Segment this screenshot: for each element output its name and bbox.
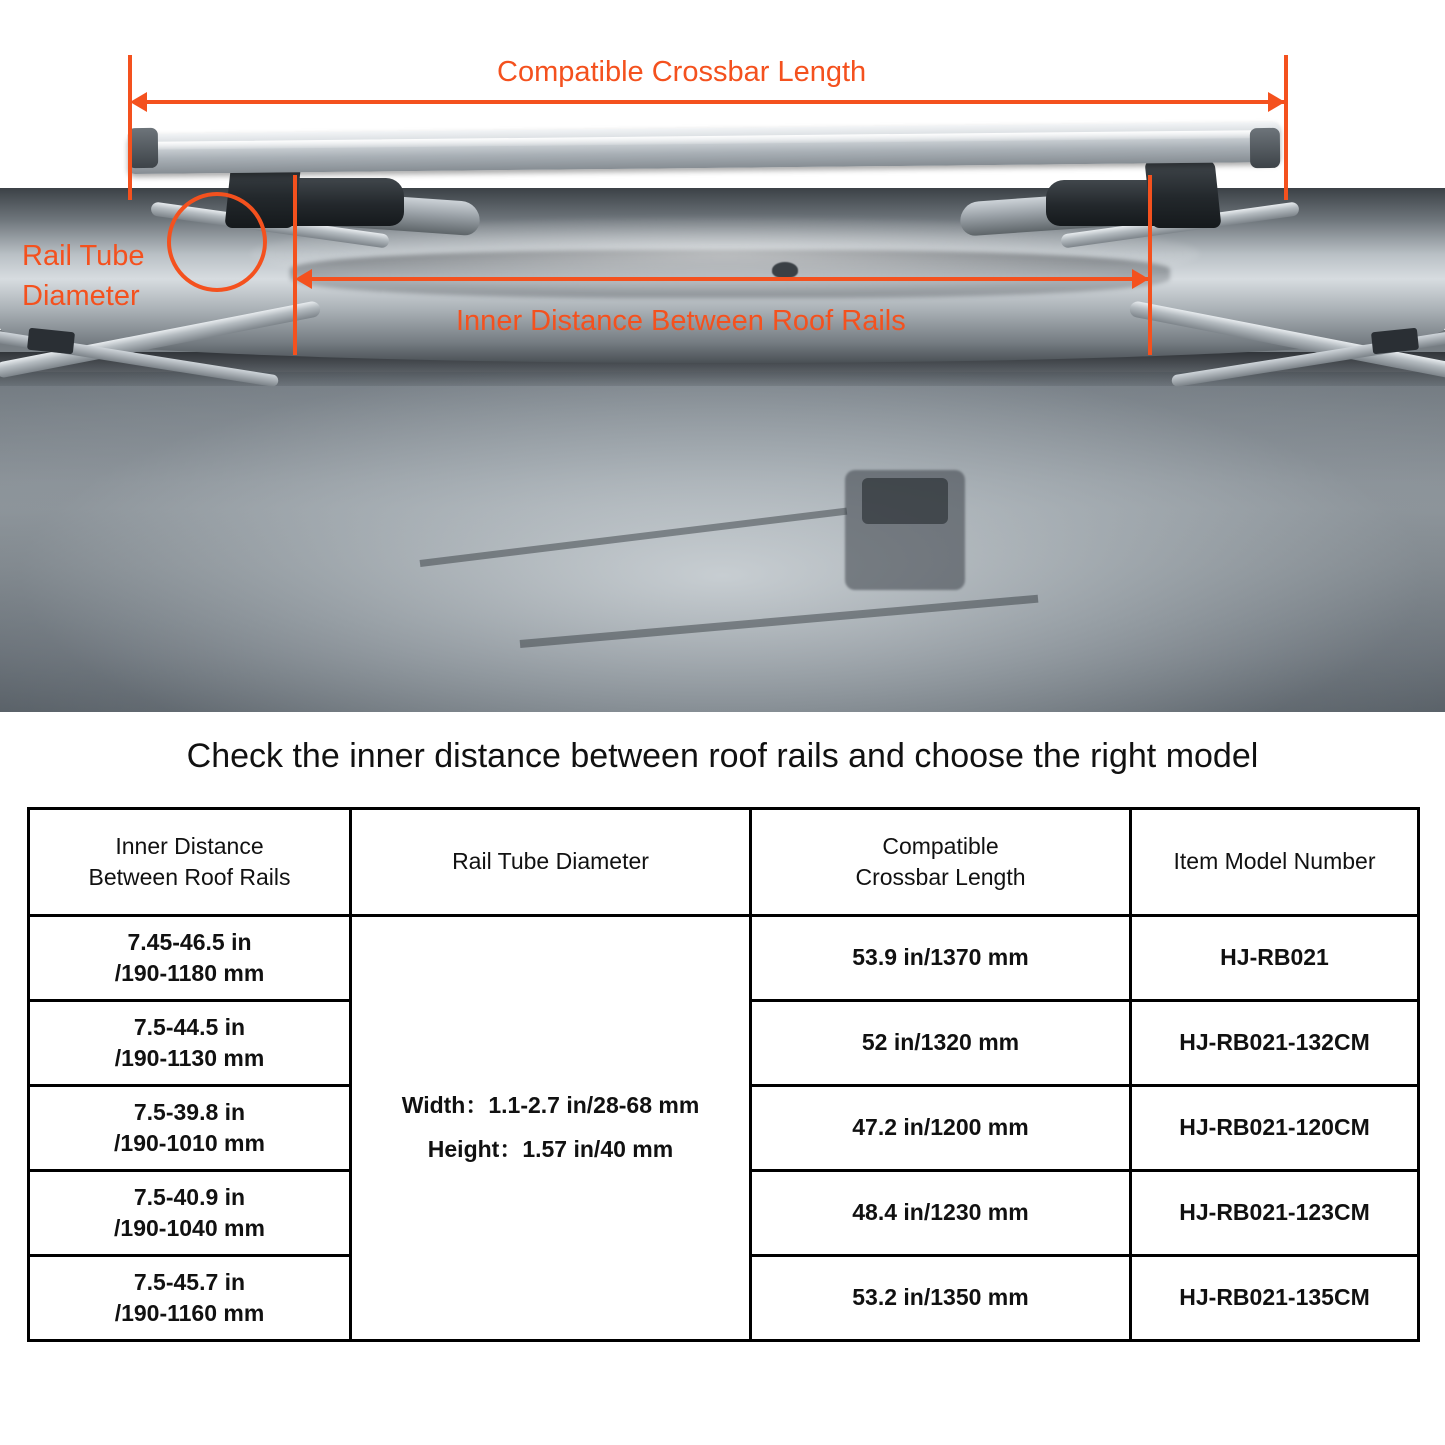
cell-inner-distance: [29, 916, 351, 1001]
crossbar-foot-right: [1144, 160, 1221, 228]
cell-crossbar-length: 53.9 in/1370 mm: [751, 916, 1131, 1001]
cell-rail-tube-diameter: [351, 916, 751, 1341]
header-rail-tube-diameter-line1: Rail Tube Diameter: [452, 848, 649, 875]
inner-distance-arrowhead-left: [295, 269, 312, 289]
cell-crossbar-length: 47.2 in/1200 mm: [751, 1086, 1131, 1171]
cell-item-model-number: HJ-RB021-132CM: [1131, 1001, 1419, 1086]
inner-distance-line2: /190-1180 mm: [114, 960, 265, 986]
inner-distance-line2: /190-1160 mm: [114, 1300, 265, 1326]
crossbar-length-tick-left: [128, 55, 132, 200]
inner-distance-arrow-line: [301, 277, 1148, 281]
inner-distance-line1: 7.5-39.8 in: [133, 1098, 246, 1125]
crossbar-length-arrow-line: [136, 100, 1284, 104]
header-item-model-number-line1: Item Model Number: [1173, 848, 1376, 875]
vehicle-roof-photo: [0, 0, 1445, 712]
header-inner-distance-line2: Between Roof Rails: [88, 864, 291, 890]
crossbar-length-arrowhead-right: [1268, 92, 1285, 112]
inner-distance-line1: 7.5-40.9 in: [133, 1183, 246, 1210]
inner-distance-line2: /190-1010 mm: [114, 1130, 265, 1156]
table-row: [29, 916, 1419, 1001]
inner-distance-line1: 7.5-45.7 in: [133, 1268, 246, 1295]
spec-table-section: [0, 712, 1445, 1445]
inner-distance-label: Inner Distance Between Roof Rails: [456, 305, 906, 337]
table-header-row: [29, 809, 1419, 916]
header-item-model-number: [1131, 809, 1419, 916]
cell-crossbar-length: 52 in/1320 mm: [751, 1001, 1131, 1086]
cell-crossbar-length: 53.2 in/1350 mm: [751, 1256, 1131, 1341]
inner-distance-line2: /190-1130 mm: [114, 1045, 265, 1071]
inner-distance-tick-right: [1148, 175, 1152, 355]
roof-trim-detail-left: [27, 328, 75, 355]
crossbar-end-cap-left: [128, 128, 158, 168]
rail-tube-diameter-label-line2: Diameter: [22, 280, 140, 312]
inner-distance-tick-left: [293, 175, 297, 355]
crossbar-length-label: Compatible Crossbar Length: [497, 56, 867, 88]
inner-distance-line1: 7.45-46.5 in: [127, 928, 252, 955]
rearview-mirror: [862, 478, 948, 524]
cell-item-model-number: HJ-RB021-123CM: [1131, 1171, 1419, 1256]
cell-inner-distance: [29, 1256, 351, 1341]
inner-distance-line1: 7.5-44.5 in: [133, 1013, 246, 1040]
rail-tube-width: Width：1.1-2.7 in/28-68 mm: [401, 1092, 700, 1119]
cell-crossbar-length: 48.4 in/1230 mm: [751, 1171, 1131, 1256]
cell-inner-distance: [29, 1171, 351, 1256]
crossbar-end-cap-right: [1250, 128, 1280, 168]
crossbar-length-tick-right: [1284, 55, 1288, 200]
section-heading: Check the inner distance between roof rails and choose the right model: [186, 737, 1259, 775]
header-crossbar-length: [751, 809, 1131, 916]
header-crossbar-length-line1: Compatible: [882, 832, 999, 859]
header-inner-distance-line1: Inner Distance: [115, 832, 264, 859]
compatibility-table: [27, 807, 1420, 1342]
cell-item-model-number: HJ-RB021-135CM: [1131, 1256, 1419, 1341]
cell-item-model-number: HJ-RB021-120CM: [1131, 1086, 1419, 1171]
inner-distance-line2: /190-1040 mm: [114, 1215, 265, 1241]
header-rail-tube-diameter: [351, 809, 751, 916]
header-crossbar-length-line2: Crossbar Length: [855, 864, 1026, 890]
cell-inner-distance: [29, 1001, 351, 1086]
roof-antenna: [772, 262, 798, 278]
cell-inner-distance: [29, 1086, 351, 1171]
rail-tube-diameter-label-line1: Rail Tube: [22, 240, 145, 272]
windshield: [0, 372, 1445, 712]
inner-distance-arrowhead-right: [1132, 269, 1149, 289]
header-inner-distance: [29, 809, 351, 916]
cell-item-model-number: HJ-RB021: [1131, 916, 1419, 1001]
rail-tube-height: Height：1.57 in/40 mm: [427, 1136, 674, 1162]
rail-tube-diameter-circle: [167, 192, 267, 292]
crossbar-length-arrowhead-left: [130, 92, 147, 112]
